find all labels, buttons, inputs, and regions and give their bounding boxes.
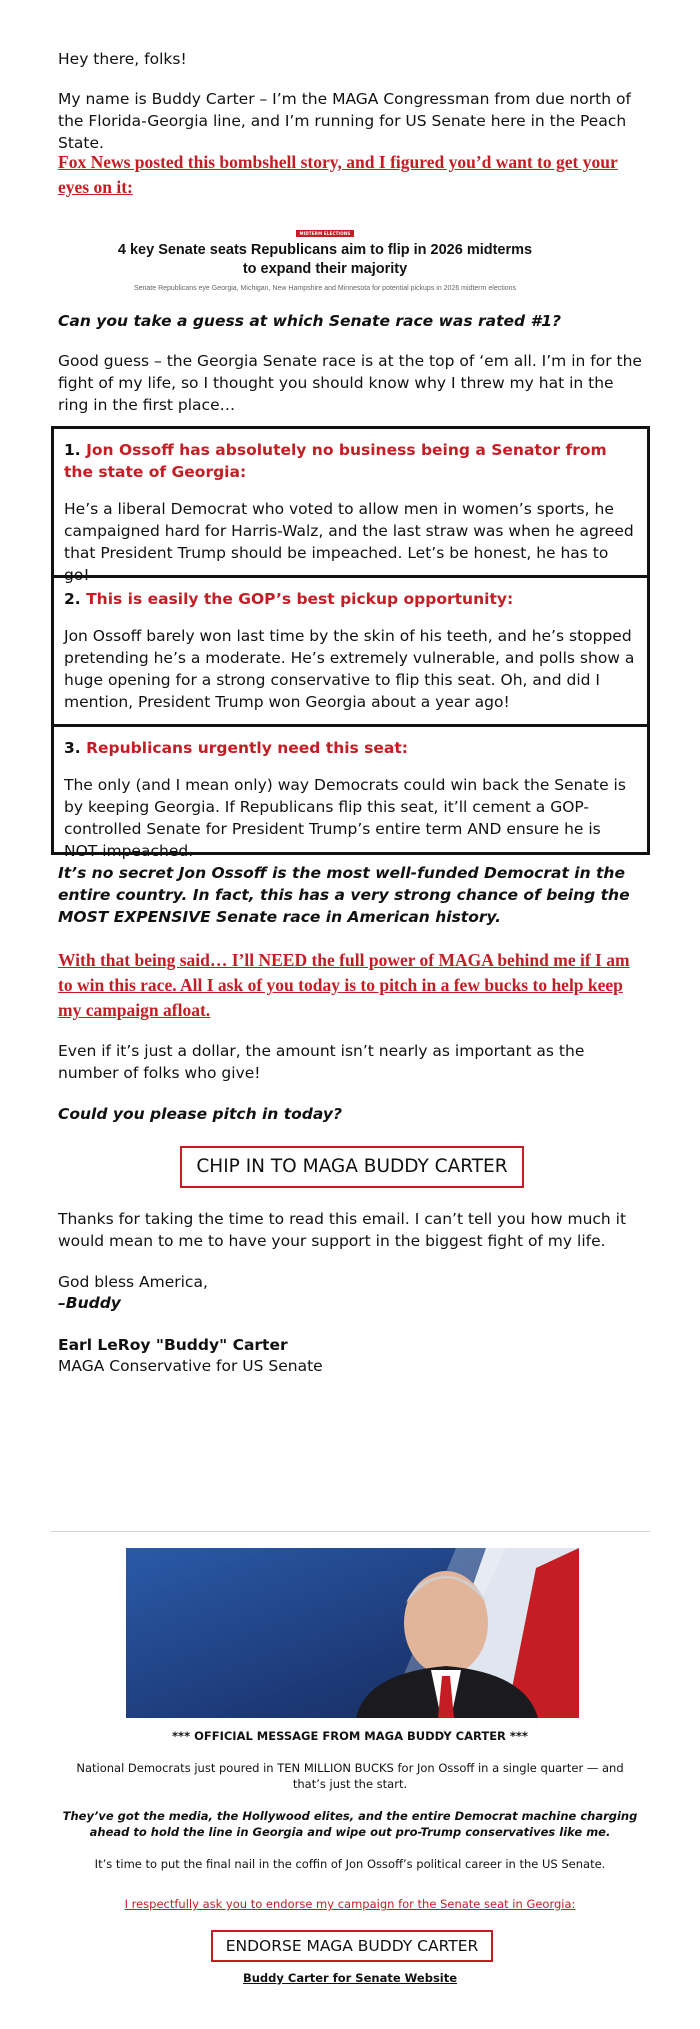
guess-answer: Good guess – the Georgia Senate race is at the top of ‘em all. I’m in for the fight of my life, so I thought you should know why I threw my hat in the ring in the first place… <box>58 352 642 414</box>
footer-divider <box>50 1531 650 1532</box>
funded-paragraph: It’s no secret Jon Ossoff is the most well-funded Democrat in the entire country. In fact, this has a very strong chance of being the MOST EXPENSIVE Senate race in American history. <box>58 864 630 926</box>
endorse-ask-link[interactable]: I respectfully ask you to endorse my campaign for the Senate seat in Georgia: <box>124 1897 576 1911</box>
clip-subhead: Senate Republicans eye Georgia, Michigan, New Hampshire and Minnesota for potential pickups in 2026 midterm elections <box>133 285 517 292</box>
guess-question: Can you take a guess at which Senate race was rated #1? <box>58 312 562 330</box>
signature-title: MAGA Conservative for US Senate <box>58 1357 323 1375</box>
chip-in-button[interactable]: CHIP IN TO MAGA BUDDY CARTER <box>180 1146 524 1188</box>
signoff: –Buddy <box>58 1294 121 1312</box>
reason-text: He’s a liberal Democrat who voted to allow men in women’s sports, he campaigned hard for Harris-Walz, and the last straw was when he agreed that President Trump should be impeached. Let’s be honest, he has to go! <box>64 500 634 584</box>
dollar-paragraph: Even if it’s just a dollar, the amount isn’t nearly as important as the number of folks who give! <box>58 1042 585 1082</box>
reason-box-3 <box>51 724 650 860</box>
intro-paragraph: My name is Buddy Carter – I’m the MAGA Congressman from due north of the Florida-Georgia line, and I’m running for US Senate here in the Peach State. <box>58 90 631 152</box>
clip-tag: MIDTERM ELECTIONS <box>296 230 355 237</box>
pitch-question: Could you please pitch in today? <box>58 1105 342 1123</box>
candidate-banner-image[interactable] <box>126 1548 579 1718</box>
reason-text: Jon Ossoff barely won last time by the skin of his teeth, and he’s stopped pretending he’s a moderate. He’s extremely vulnerable, and polls show a huge opening for a strong conservative to flip this seat. Oh, and did I mention, President Trump won Georgia about a year ago! <box>64 627 635 711</box>
god-bless: God bless America, <box>58 1273 208 1291</box>
clip-headline: 4 key Senate seats Republicans aim to flip in 2026 midterms to expand their majority <box>117 242 533 277</box>
nail-paragraph: It’s time to put the final nail in the coffin of Jon Ossoff’s political career in the US Senate. <box>94 1857 606 1871</box>
thanks-paragraph: Thanks for taking the time to read this email. I can’t tell you how much it would mean to me to have your support in the biggest fight of my life. <box>58 1210 627 1250</box>
reason-headline: 1. Jon Ossoff has absolutely no business being a Senator from the state of Georgia: <box>64 441 607 481</box>
signature-name: Earl LeRoy "Buddy" Carter <box>58 1336 288 1354</box>
website-link[interactable]: Buddy Carter for Senate Website <box>242 1971 458 1985</box>
media-paragraph: They’ve got the media, the Hollywood elites, and the entire Democrat machine charging ahead to hold the line in Georgia and wipe out pro-Trump conservatives like me. <box>62 1809 638 1839</box>
dems-paragraph: National Democrats just poured in TEN MILLION BUCKS for Jon Ossoff in a single quarter — and that’s just the start. <box>76 1761 624 1791</box>
donate-link[interactable]: With that being said… I’ll NEED the full power of MAGA behind me if I am to win this race. All I ask of you today is to pitch in a few bucks to help keep my campaign afloat. <box>58 950 630 1020</box>
greeting: Hey there, folks! <box>58 50 187 68</box>
endorse-button[interactable]: ENDORSE MAGA BUDDY CARTER <box>211 1930 493 1962</box>
fox-news-clip[interactable] <box>115 220 535 293</box>
fox-news-link[interactable]: Fox News posted this bombshell story, and I figured you’d want to get your eyes on it: <box>58 152 618 197</box>
ten-million-link[interactable]: TEN MILLION BUCKS <box>277 1761 394 1775</box>
reason-box-1 <box>51 426 650 584</box>
official-message: *** OFFICIAL MESSAGE FROM MAGA BUDDY CARTER *** <box>172 1729 528 1743</box>
reason-text: The only (and I mean only) way Democrats could win back the Senate is by keeping Georgia. If Republicans flip this seat, it’ll cement a GOP-controlled Senate for President Trump’s entire term AND ensure he is NOT impeached. <box>64 776 626 860</box>
candidate-photo <box>126 1548 579 1718</box>
reason-headline: 2. This is easily the GOP’s best pickup opportunity: <box>64 590 514 608</box>
reason-box-2 <box>51 575 650 727</box>
reason-headline: 3. Republicans urgently need this seat: <box>64 739 408 757</box>
